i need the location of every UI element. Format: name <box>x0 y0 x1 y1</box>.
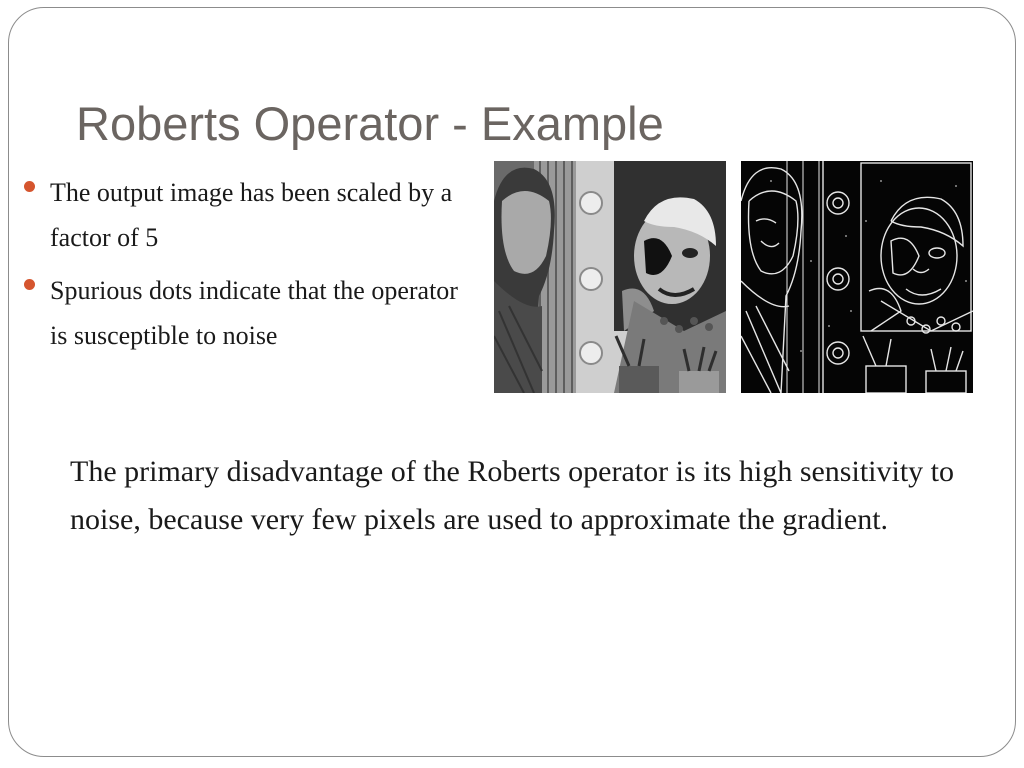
body-paragraph: The primary disadvantage of the Roberts operator is its high sensitivity to noise, because very few pixels are used to approximate the gradient. <box>70 455 954 536</box>
roberts-output-image <box>741 161 973 393</box>
bullet-item <box>22 170 472 260</box>
bullet-dot-icon <box>24 181 35 192</box>
bullet-item <box>22 268 472 358</box>
bullet-list <box>22 170 472 366</box>
bullet-text: Spurious dots indicate that the operator is susceptible to noise <box>50 276 458 350</box>
bullet-text: The output image has been scaled by a factor of 5 <box>50 178 453 252</box>
bullet-dot-icon <box>24 279 35 290</box>
slide-title: Roberts Operator - Example <box>76 97 664 150</box>
original-image <box>494 161 726 393</box>
